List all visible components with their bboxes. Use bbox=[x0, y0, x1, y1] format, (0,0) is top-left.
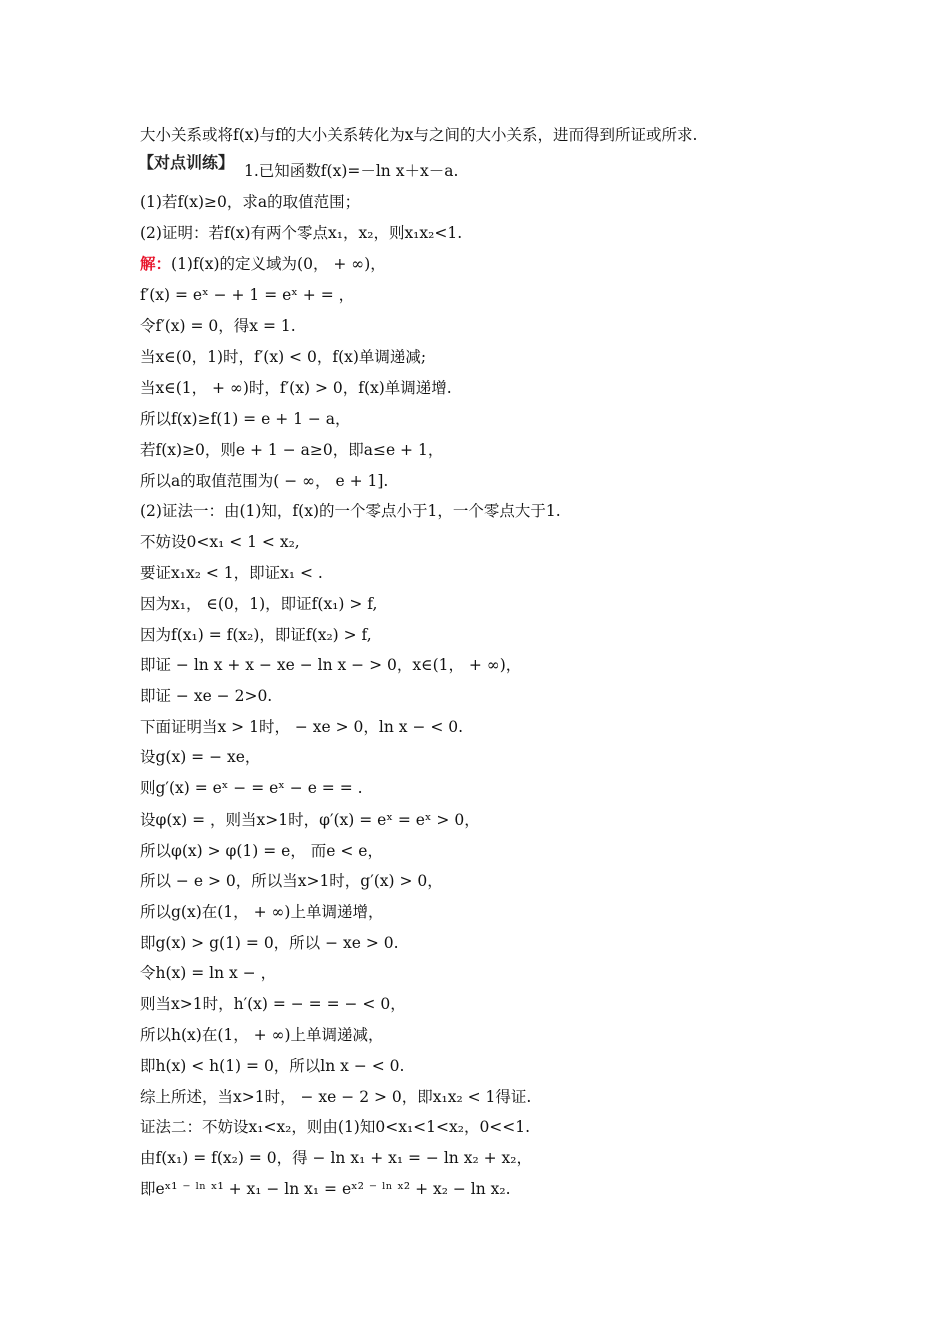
text-line: 即g(x) > g(1) = 0，所以 − xe > 0. bbox=[140, 934, 399, 952]
solution-line-1 bbox=[140, 253, 900, 275]
text-line: 所以f(x)≥f(1) = e + 1 − a， bbox=[140, 410, 351, 428]
text-line: 若f(x)≥0，则e + 1 − a≥0，即a≤e + 1， bbox=[140, 441, 444, 459]
text-line: 所以a的取值范围为( − ∞， e + 1]. bbox=[140, 472, 389, 490]
text-line: 即证 − ln x + x − xe − ln x − > 0，x∈(1， + ∞)， bbox=[140, 656, 522, 674]
text-line: 要证x₁x₂ < 1，即证x₁ < . bbox=[140, 564, 323, 582]
question-1: (1)若f(x)≥0，求a的取值范围； bbox=[140, 193, 361, 211]
text-line: 所以g(x)在(1， + ∞)上单调递增， bbox=[140, 903, 384, 921]
text-line: 所以h(x)在(1， + ∞)上单调递减， bbox=[140, 1026, 384, 1044]
text-line: 即证 − xe − 2>0. bbox=[140, 687, 273, 705]
text-line: 不妨设0<x₁ < 1 < x₂, bbox=[140, 533, 300, 551]
text-line: 则当x>1时，h′(x) = − = = − < 0， bbox=[140, 995, 406, 1013]
text-line: f′(x) = eˣ − + 1 = eˣ + = ， bbox=[140, 286, 355, 304]
text-line: 设φ(x) = ，则当x>1时，φ′(x) = eˣ = eˣ > 0， bbox=[140, 811, 480, 829]
text-line: 因为f(x₁) = f(x₂)，即证f(x₂) > f, bbox=[140, 626, 372, 644]
text-line: 综上所述，当x>1时， − xe − 2 > 0，即x₁x₂ < 1得证. bbox=[140, 1088, 532, 1106]
text-line: 下面证明当x > 1时， − xe > 0，ln x − < 0. bbox=[140, 718, 464, 736]
solution-label: 解： bbox=[140, 254, 172, 273]
question-2: (2)证明：若f(x)有两个零点x₁，x₂，则x₁x₂<1. bbox=[140, 224, 463, 242]
text-line: 即h(x) < h(1) = 0，所以ln x − < 0. bbox=[140, 1057, 405, 1075]
text-line: 即eˣ¹ ⁻ ˡⁿ ˣ¹ + x₁ − ln x₁ = eˣ² ⁻ ˡⁿ ˣ² + x₂ − ln x₂. bbox=[140, 1180, 511, 1198]
text-line: 所以φ(x) > φ(1) = e， 而e < e， bbox=[140, 842, 383, 860]
text-line: 当x∈(0，1)时，f′(x) < 0，f(x)单调递减; bbox=[140, 348, 427, 366]
text-line: 令f′(x) = 0，得x = 1. bbox=[140, 317, 296, 335]
text-line: 设g(x) = − xe， bbox=[140, 748, 261, 766]
intro-line: 大小关系或将f(x)与f的大小关系转化为x与之间的大小关系，进而得到所证或所求. bbox=[140, 126, 698, 144]
text-line: 当x∈(1， + ∞)时，f′(x) > 0，f(x)单调递增. bbox=[140, 379, 452, 397]
text-line: 由f(x₁) = f(x₂) = 0，得 − ln x₁ + x₁ = − ln x₂ + x₂， bbox=[140, 1149, 532, 1167]
text-line: 则g′(x) = eˣ − = eˣ − e = = . bbox=[140, 779, 363, 797]
solution-text: (1)f(x)的定义域为(0， + ∞)， bbox=[171, 255, 386, 273]
text-line: (2)证法一：由(1)知，f(x)的一个零点小于1，一个零点大于1. bbox=[140, 502, 561, 520]
text-line: 证法二：不妨设x₁<x₂，则由(1)知0<x₁<1<x₂，0<<1. bbox=[140, 1118, 531, 1136]
problem-statement: 1.已知函数f(x)=－ln x＋x－a. bbox=[244, 162, 459, 180]
text-line: 令h(x) = ln x − ， bbox=[140, 964, 277, 982]
text-line: 所以 − e > 0，所以当x>1时，g′(x) > 0， bbox=[140, 872, 443, 890]
practice-tag: 【对点训练】 bbox=[138, 153, 235, 172]
text-line: 因为x₁， ∈(0，1)，即证f(x₁) > f, bbox=[140, 595, 378, 613]
